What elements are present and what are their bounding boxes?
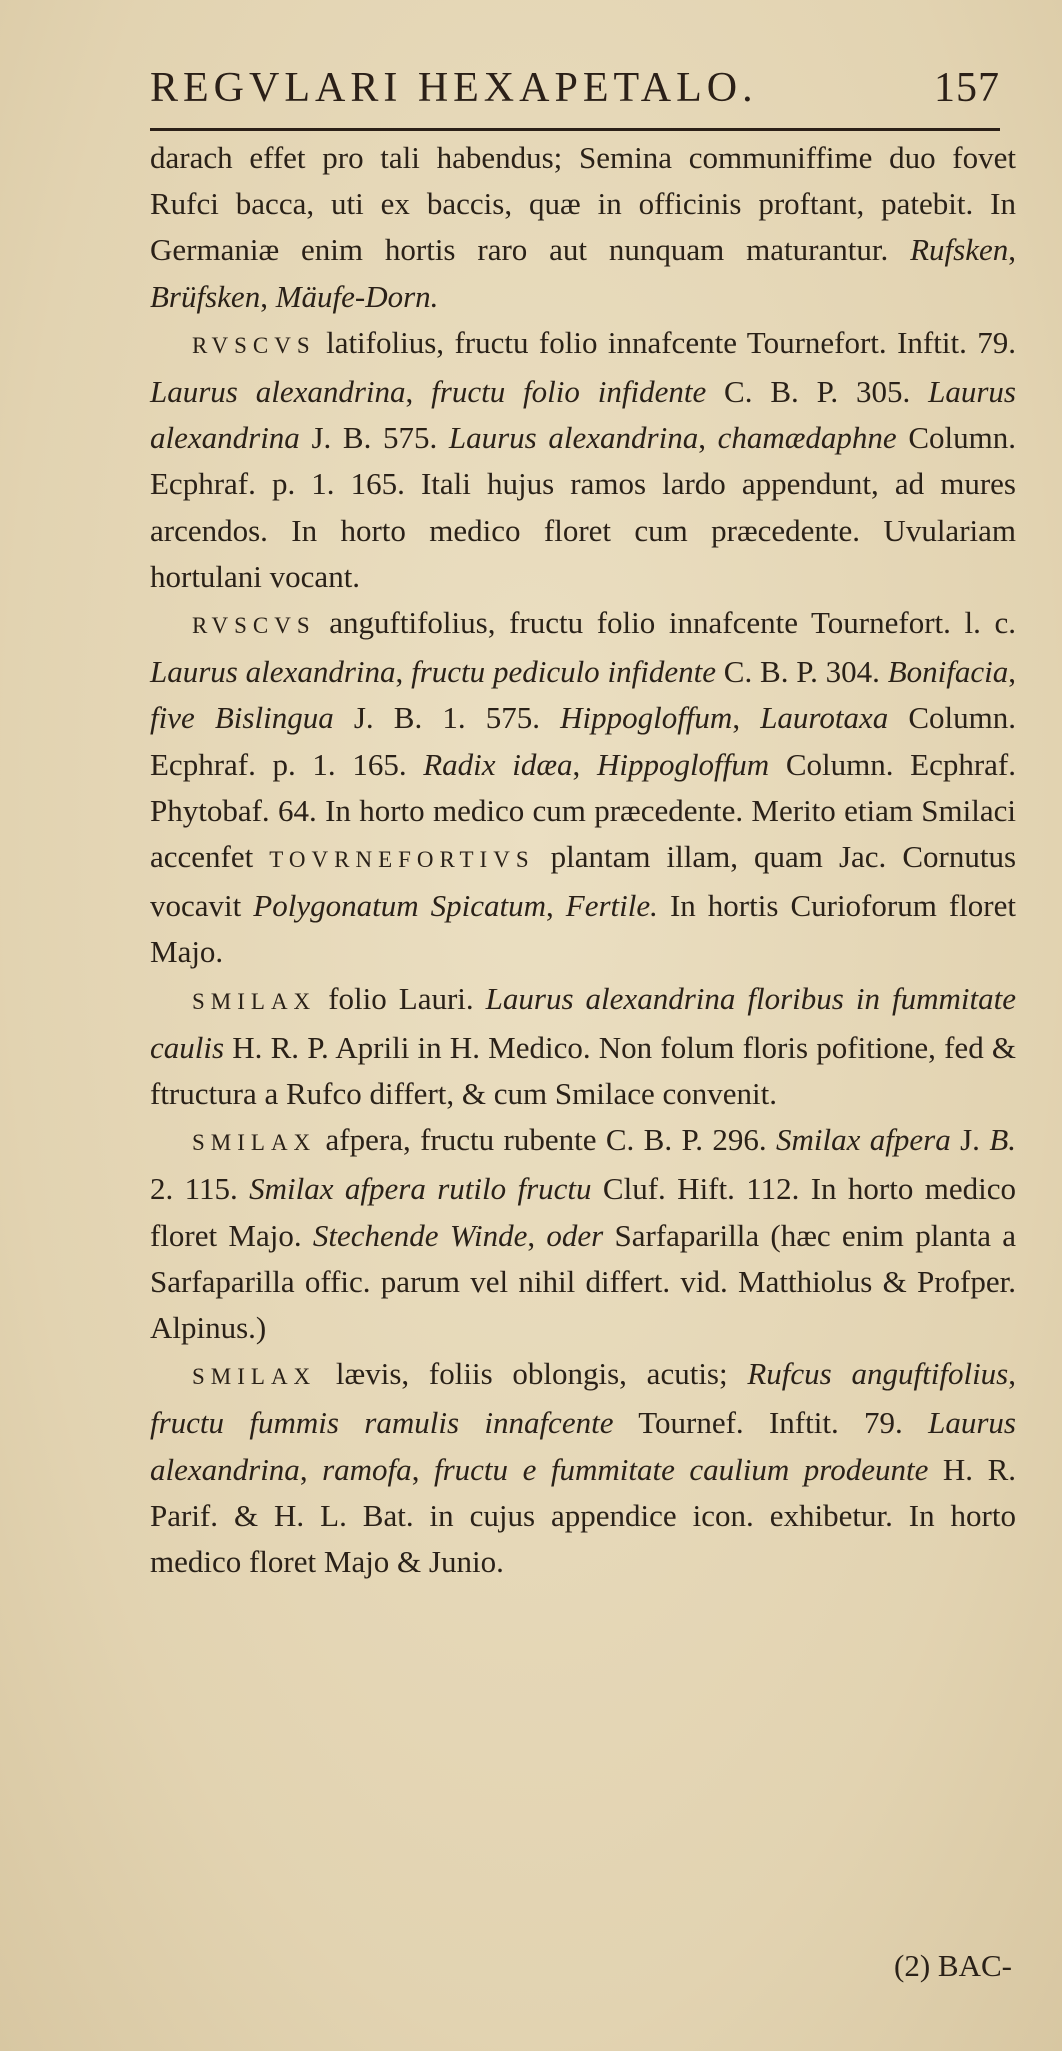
text-run: H. R. P. Aprili in H. Medico. Non folum floris pofitione, fed & ftructura a Rufco differt, & cum Smilace convenit. [150,1029,1016,1112]
paragraph-smilax-aspera [150,1117,1016,1351]
italic-run: Smilax afpera [776,1122,951,1158]
italic-run: Smilax afpera rutilo fructu [249,1171,592,1207]
italic-run: B. [989,1122,1016,1158]
italic-run: Laurus alexandrina floribus in fummitate caulis [150,980,1016,1065]
italic-run: fructu folio infidente [431,374,707,410]
smallcaps-run: SMILAX [192,988,317,1014]
paragraph-ruscus-latifolius [150,320,1016,600]
text-run: lævis, foliis oblongis, acutis; [316,1356,748,1392]
text-run: latifolius, fructu folio innafcente Tournefort. Inftit. 79. [315,324,1016,360]
text-run: , [572,746,597,782]
italic-run: Hippogloffum [596,746,770,782]
text-run: Cluf. Hift. 112. In horto medico floret Majo. [150,1171,1016,1253]
text-run: J. [950,1122,990,1158]
italic-run: Brüfsken [150,278,261,314]
text-run: , [405,374,432,410]
text-run: , [395,654,412,690]
paragraph-smilax-folio-lauri [150,976,1016,1118]
smallcaps-run: SMILAX [192,1130,317,1156]
italic-run: Laurus alexandrina [150,1405,1016,1487]
header-rule [150,128,1000,131]
italic-run: Rufsken [910,232,1009,268]
italic-run: chamædaphne [717,420,897,456]
text-run: afpera, fructu rubente C. B. P. 296. [316,1122,777,1158]
text-run: , [1008,232,1016,268]
text-run: , [1008,654,1017,690]
text-run: , [1008,1356,1016,1392]
italic-run: Mäufe-Dorn. [275,278,439,314]
text-run: C. B. P. 305. [706,374,929,410]
italic-run: Fertile. [565,888,658,924]
italic-run: ramofa [322,1451,412,1487]
italic-run: Laurus alexandrina [150,654,396,690]
text-run: Column. Ecphraf. Phytobaf. 64. In horto medico cum præcedente. Merito etiam Smilaci accenfet [150,746,1016,875]
italic-run: fructu e fummitate caulium prodeunte [433,1451,929,1487]
italic-run: Laurus alexandrina [150,374,406,410]
running-header [150,64,1000,114]
text-run: J. B. 1. 575. [333,700,561,736]
text-run: Column. Ecphraf. p. 1. 165. [150,700,1016,782]
running-title: REGVLARI HEXAPETALO. [150,65,758,111]
text-run: darach effet pro tali habendus; Semina communiffime duo fovet Rufci bacca, uti ex baccis, quæ in officinis proftant, patebit. In Germaniæ enim hortis raro aut nunquam maturantur. [150,140,1016,268]
italic-run: Laurotaxa [760,700,889,736]
italic-run: oder [546,1217,604,1253]
text-run: , [260,278,276,314]
text-run: , [527,1217,547,1253]
text-run: Column. Ecphraf. p. 1. 165. Itali hujus ramos lardo appendunt, ad mures arcendos. In horto medico floret cum præcedente. Uvulariam hortulani vocant. [150,420,1016,594]
italic-run: fructu fummis ramulis innafcente [150,1405,614,1441]
italic-run: Stechende Winde [312,1217,528,1253]
italic-run: Rufcus anguftifolius [747,1356,1009,1392]
italic-run: Laurus alexandrina [150,374,1016,456]
text-run: Tournef. Inftit. 79. [613,1405,929,1441]
smallcaps-run: TOVRNEFORTIVS [269,847,535,873]
catchword: (2) BAC- [894,1948,1012,1983]
smallcaps-run: RVSCVS [192,332,316,358]
text-run: In hortis Curioforum floret Majo. [150,888,1016,970]
text-body [150,135,1016,1585]
text-run: , [732,700,761,736]
text-run: Sarfaparilla (hæc enim planta a Sarfaparilla offic. parum vel nihil differt. vid. Matthiolus & Profper. Alpinus.) [150,1217,1017,1346]
italic-run: Laurus alexandrina [448,420,699,456]
text-run: J. B. 575. [299,420,449,456]
italic-run: Radix idæa [423,746,573,782]
page-number: 157 [934,65,1000,111]
text-run: anguftifolius, fructu folio innafcente Tournefort. l. c. [315,605,1016,641]
paragraph-intro [150,135,1016,320]
text-run: 2. 115. [150,1171,250,1207]
paragraph-smilax-laevis [150,1351,1016,1585]
text-run: , [546,888,566,924]
text-run: , [411,1451,434,1487]
smallcaps-run: RVSCVS [192,613,316,639]
text-run: , [299,1451,323,1487]
paragraph-ruscus-angustifolius [150,600,1016,976]
italic-run: fructu pediculo infidente [411,654,716,690]
text-run: , [698,420,718,456]
italic-run: Polygonatum Spicatum [253,888,546,924]
text-run: plantam illam, quam Jac. Cornutus vocavit [150,839,1017,924]
text-run: C. B. P. 304. [715,654,888,690]
text-run: folio Lauri. [316,980,486,1016]
smallcaps-run: SMILAX [192,1364,317,1390]
italic-run: five Bislingua [150,700,334,736]
italic-run: Bonifacia [887,654,1009,690]
italic-run: Hippogloffum [560,700,733,736]
text-run: H. R. Parif. & H. L. Bat. in cujus appendice icon. exhibetur. In horto medico floret Majo & Junio. [150,1451,1017,1580]
